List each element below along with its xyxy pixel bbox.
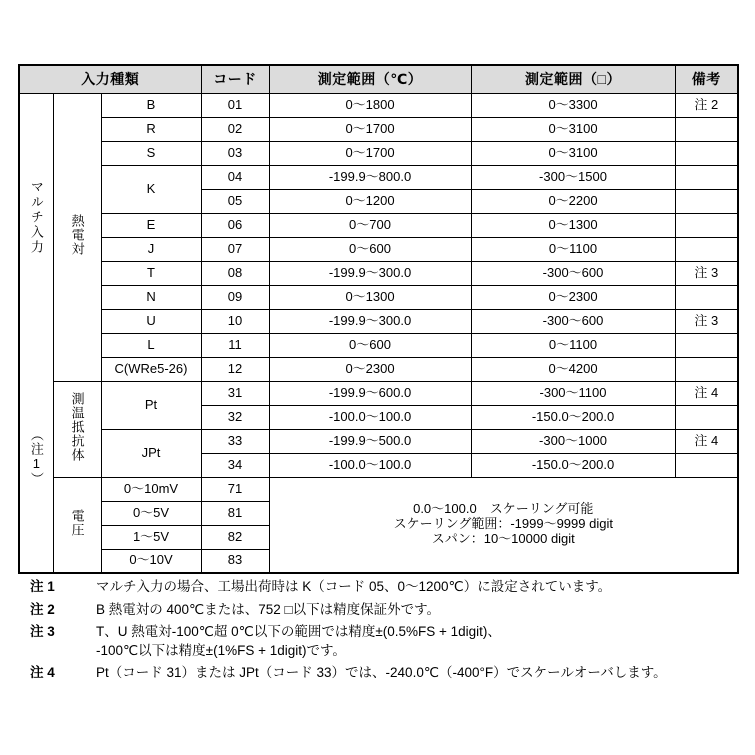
footnote-1 bbox=[18, 580, 743, 594]
section-label-rtd: 測温抵抗体 bbox=[69, 392, 85, 463]
cell-code: 71 bbox=[201, 477, 269, 501]
cell-range-fahrenheit: 0〜1100 bbox=[471, 237, 675, 261]
cell-code: 12 bbox=[201, 357, 269, 381]
input-type-spec-table-container bbox=[18, 64, 737, 574]
table-row bbox=[19, 165, 738, 189]
cell-type: B bbox=[101, 93, 201, 117]
cell-range-celsius: 0〜1200 bbox=[269, 189, 471, 213]
cell-range-fahrenheit: 0〜1300 bbox=[471, 213, 675, 237]
cell-type: U bbox=[101, 309, 201, 333]
cell-range-celsius: -199.9〜500.0 bbox=[269, 429, 471, 453]
cell-range-celsius: -199.9〜300.0 bbox=[269, 309, 471, 333]
cell-remark: 注 3 bbox=[675, 261, 738, 285]
cell-range-fahrenheit: -300〜1000 bbox=[471, 429, 675, 453]
header-range-fahrenheit: 測定範囲（□） bbox=[471, 65, 675, 93]
cell-range-celsius: -100.0〜100.0 bbox=[269, 405, 471, 429]
header-code: コード bbox=[201, 65, 269, 93]
cell-type: E bbox=[101, 213, 201, 237]
footnote-4-line-1: Pt（コード 31）または JPt（コード 33）では、-240.0℃（-400°F）でスケールオーバします。 bbox=[96, 665, 667, 680]
section-cell-voltage bbox=[53, 477, 101, 573]
cell-range-celsius: 0〜1700 bbox=[269, 117, 471, 141]
table-row bbox=[19, 381, 738, 405]
cell-type: K bbox=[101, 165, 201, 213]
cell-range-celsius: 0〜600 bbox=[269, 333, 471, 357]
footnote-3 bbox=[18, 625, 743, 657]
footnote-3-line-2: -100℃以下は精度±(1%FS + 1digit)です。 bbox=[96, 642, 346, 658]
cell-range-fahrenheit: -300〜1500 bbox=[471, 165, 675, 189]
cell-type: 1〜5V bbox=[101, 525, 201, 549]
input-type-spec-table bbox=[18, 64, 739, 574]
header-remarks: 備考 bbox=[675, 65, 738, 93]
cell-range-fahrenheit: 0〜1100 bbox=[471, 333, 675, 357]
cell-remark: 注 2 bbox=[675, 93, 738, 117]
cell-range-fahrenheit: -150.0〜200.0 bbox=[471, 453, 675, 477]
cell-remark bbox=[675, 165, 738, 189]
cell-code: 05 bbox=[201, 189, 269, 213]
cell-range-fahrenheit: -300〜600 bbox=[471, 309, 675, 333]
cell-code: 09 bbox=[201, 285, 269, 309]
cell-range-celsius: 0〜2300 bbox=[269, 357, 471, 381]
cell-code: 03 bbox=[201, 141, 269, 165]
section-label-voltage: 電圧 bbox=[69, 508, 85, 537]
cell-range-fahrenheit: 0〜3100 bbox=[471, 117, 675, 141]
cell-scaling-info bbox=[269, 477, 738, 573]
table-row bbox=[19, 117, 738, 141]
cell-range-celsius: 0〜700 bbox=[269, 213, 471, 237]
table-row bbox=[19, 333, 738, 357]
cell-remark: 注 4 bbox=[675, 429, 738, 453]
cell-remark bbox=[675, 189, 738, 213]
cell-remark bbox=[675, 405, 738, 429]
footnote-2 bbox=[18, 603, 743, 617]
cell-code: 31 bbox=[201, 381, 269, 405]
cell-range-celsius: 0〜600 bbox=[269, 237, 471, 261]
table-row bbox=[19, 285, 738, 309]
section-cell-rtd bbox=[53, 381, 101, 477]
table-row bbox=[19, 477, 738, 501]
section-cell-thermocouple bbox=[53, 93, 101, 381]
footnote-2-body bbox=[74, 603, 743, 617]
footnote-2-line-1: B 熱電対の 400℃または、752 □以下は精度保証外です。 bbox=[96, 601, 441, 617]
table-row bbox=[19, 357, 738, 381]
cell-type: Pt bbox=[101, 381, 201, 429]
cell-remark bbox=[675, 453, 738, 477]
cell-code: 07 bbox=[201, 237, 269, 261]
cell-range-fahrenheit: 0〜2300 bbox=[471, 285, 675, 309]
header-row bbox=[19, 65, 738, 93]
cell-range-celsius: -199.9〜800.0 bbox=[269, 165, 471, 189]
cell-range-fahrenheit: 0〜3100 bbox=[471, 141, 675, 165]
footnote-4-body bbox=[74, 666, 743, 680]
footnote-1-label: 注 1 bbox=[30, 579, 55, 594]
cell-type: L bbox=[101, 333, 201, 357]
cell-range-celsius: -199.9〜300.0 bbox=[269, 261, 471, 285]
cell-type: S bbox=[101, 141, 201, 165]
table-row bbox=[19, 237, 738, 261]
cell-code: 82 bbox=[201, 525, 269, 549]
scaling-line-range: 0.0〜100.0 スケーリング可能 bbox=[413, 501, 594, 517]
cell-range-fahrenheit: -300〜1100 bbox=[471, 381, 675, 405]
group-cell-multi-input bbox=[19, 93, 53, 573]
cell-type: 0〜10mV bbox=[101, 477, 201, 501]
section-label-thermocouple: 熱電対 bbox=[69, 214, 85, 257]
cell-range-fahrenheit: -300〜600 bbox=[471, 261, 675, 285]
cell-code: 83 bbox=[201, 549, 269, 573]
cell-type: T bbox=[101, 261, 201, 285]
cell-range-fahrenheit: 0〜4200 bbox=[471, 357, 675, 381]
cell-remark: 注 4 bbox=[675, 381, 738, 405]
cell-type: JPt bbox=[101, 429, 201, 477]
footnote-4-label: 注 4 bbox=[30, 665, 55, 680]
footnote-3-body bbox=[74, 625, 743, 657]
cell-remark bbox=[675, 357, 738, 381]
cell-type: 0〜10V bbox=[101, 549, 201, 573]
group-note-multi-input: （注1） bbox=[28, 427, 44, 486]
cell-range-fahrenheit: -150.0〜200.0 bbox=[471, 405, 675, 429]
cell-remark bbox=[675, 213, 738, 237]
cell-remark bbox=[675, 141, 738, 165]
table-body bbox=[19, 93, 738, 573]
table-row bbox=[19, 309, 738, 333]
footnote-1-body bbox=[74, 580, 743, 594]
cell-remark: 注 3 bbox=[675, 309, 738, 333]
cell-code: 10 bbox=[201, 309, 269, 333]
cell-range-celsius: 0〜1300 bbox=[269, 285, 471, 309]
cell-range-celsius: 0〜1800 bbox=[269, 93, 471, 117]
table-row bbox=[19, 261, 738, 285]
cell-range-fahrenheit: 0〜3300 bbox=[471, 93, 675, 117]
cell-code: 33 bbox=[201, 429, 269, 453]
header-range-celsius: 測定範囲（℃） bbox=[269, 65, 471, 93]
footnotes-section bbox=[18, 580, 743, 689]
table-header bbox=[19, 65, 738, 93]
cell-code: 06 bbox=[201, 213, 269, 237]
cell-type: R bbox=[101, 117, 201, 141]
scaling-line-span: スパン：10〜10000 digit bbox=[431, 531, 575, 547]
cell-remark bbox=[675, 237, 738, 261]
footnote-4 bbox=[18, 666, 743, 680]
cell-code: 04 bbox=[201, 165, 269, 189]
cell-code: 11 bbox=[201, 333, 269, 357]
footnote-2-label: 注 2 bbox=[30, 601, 55, 617]
cell-type: C(WRe5-26) bbox=[101, 357, 201, 381]
cell-type: J bbox=[101, 237, 201, 261]
cell-code: 01 bbox=[201, 93, 269, 117]
cell-type: 0〜5V bbox=[101, 501, 201, 525]
table-row bbox=[19, 429, 738, 453]
cell-code: 81 bbox=[201, 501, 269, 525]
cell-code: 02 bbox=[201, 117, 269, 141]
header-input-type: 入力種類 bbox=[19, 65, 201, 93]
table-row bbox=[19, 213, 738, 237]
cell-remark bbox=[675, 333, 738, 357]
footnote-1-line-1: マルチ入力の場合、工場出荷時は K（コード 05、0〜1200℃）に設定されています。 bbox=[96, 579, 612, 594]
cell-code: 32 bbox=[201, 405, 269, 429]
footnote-3-label: 注 3 bbox=[30, 624, 55, 639]
footnote-3-line-1: T、U 熱電対-100℃超 0℃以下の範囲では精度±(0.5%FS + 1digit)、 bbox=[96, 624, 501, 639]
cell-code: 34 bbox=[201, 453, 269, 477]
cell-range-celsius: -199.9〜600.0 bbox=[269, 381, 471, 405]
table-row bbox=[19, 93, 738, 117]
cell-remark bbox=[675, 285, 738, 309]
cell-type: N bbox=[101, 285, 201, 309]
cell-range-fahrenheit: 0〜2200 bbox=[471, 189, 675, 213]
table-row bbox=[19, 141, 738, 165]
cell-remark bbox=[675, 117, 738, 141]
cell-code: 08 bbox=[201, 261, 269, 285]
cell-range-celsius: -100.0〜100.0 bbox=[269, 453, 471, 477]
cell-range-celsius: 0〜1700 bbox=[269, 141, 471, 165]
scaling-line-scaling-range: スケーリング範囲：-1999〜9999 digit bbox=[393, 516, 613, 532]
group-label-multi-input: マルチ入力 bbox=[28, 179, 44, 255]
